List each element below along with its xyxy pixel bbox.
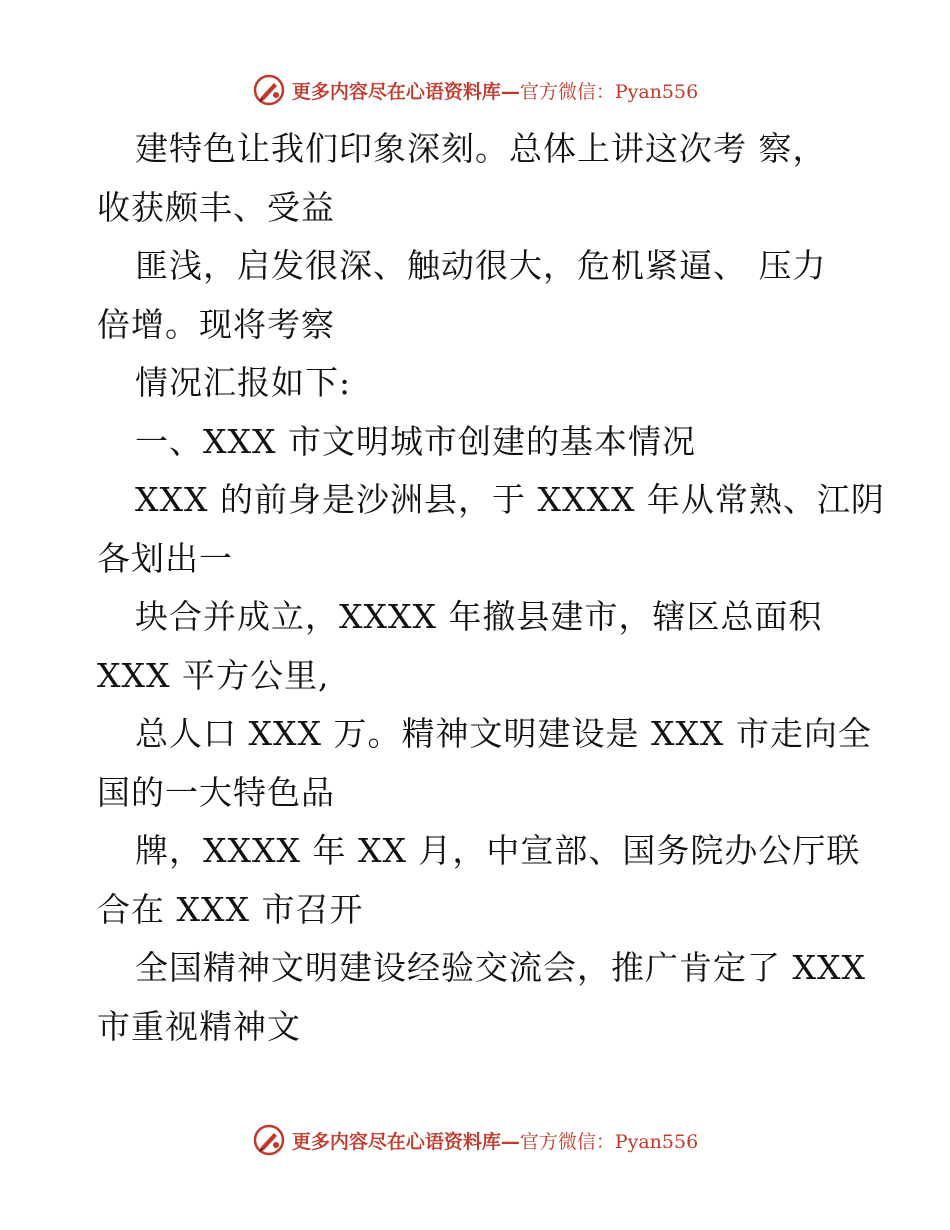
text-line: 市重视精神文 xyxy=(97,1006,301,1046)
pen-seal-logo-icon xyxy=(252,1123,286,1157)
text-line: 国的一大特色品 xyxy=(97,772,335,812)
text-line: 建特色让我们印象深刻。总体上讲这次考 察， xyxy=(135,129,827,168)
text-line: XXX 的前身是沙洲县，于 XXXX 年从常熟、江阴 xyxy=(135,480,885,519)
header-watermark xyxy=(0,70,950,110)
text-line: 收获颇丰、受益 xyxy=(97,187,335,227)
footer-watermark xyxy=(0,1120,950,1160)
text-line: 倍增。现将考察 xyxy=(97,304,335,344)
text-line: 一、XXX 市文明城市创建的基本情况 xyxy=(135,421,696,461)
text-line: 牌，XXXX 年 XX 月，中宣部、国务院办公厅联 xyxy=(135,831,861,870)
text-line: 匪浅，启发很深、触动很大，危机紧逼、 压力 xyxy=(135,246,827,285)
text-line: 情况汇报如下: xyxy=(135,363,352,402)
watermark-brand: 更多内容尽在心语资料库— xyxy=(291,1130,520,1153)
pen-seal-logo-icon xyxy=(252,73,286,107)
watermark-brand: 更多内容尽在心语资料库— xyxy=(291,80,520,103)
text-line: XXX 平方公里, xyxy=(97,655,330,695)
text-line: 块合并成立，XXXX 年撤县建市，辖区总面积 xyxy=(135,597,823,636)
text-line: 合在 XXX 市召开 xyxy=(97,889,364,929)
text-line: 全国精神文明建设经验交流会，推广肯定了 XXX xyxy=(135,948,866,987)
text-line: 各划出一 xyxy=(97,538,233,578)
text-line: 总人口 XXX 万。精神文明建设是 XXX 市走向全 xyxy=(135,714,872,753)
watermark-wechat: 官方微信：Pyan556 xyxy=(519,1130,699,1153)
watermark-wechat: 官方微信：Pyan556 xyxy=(519,80,699,103)
document-body xyxy=(97,120,885,1056)
